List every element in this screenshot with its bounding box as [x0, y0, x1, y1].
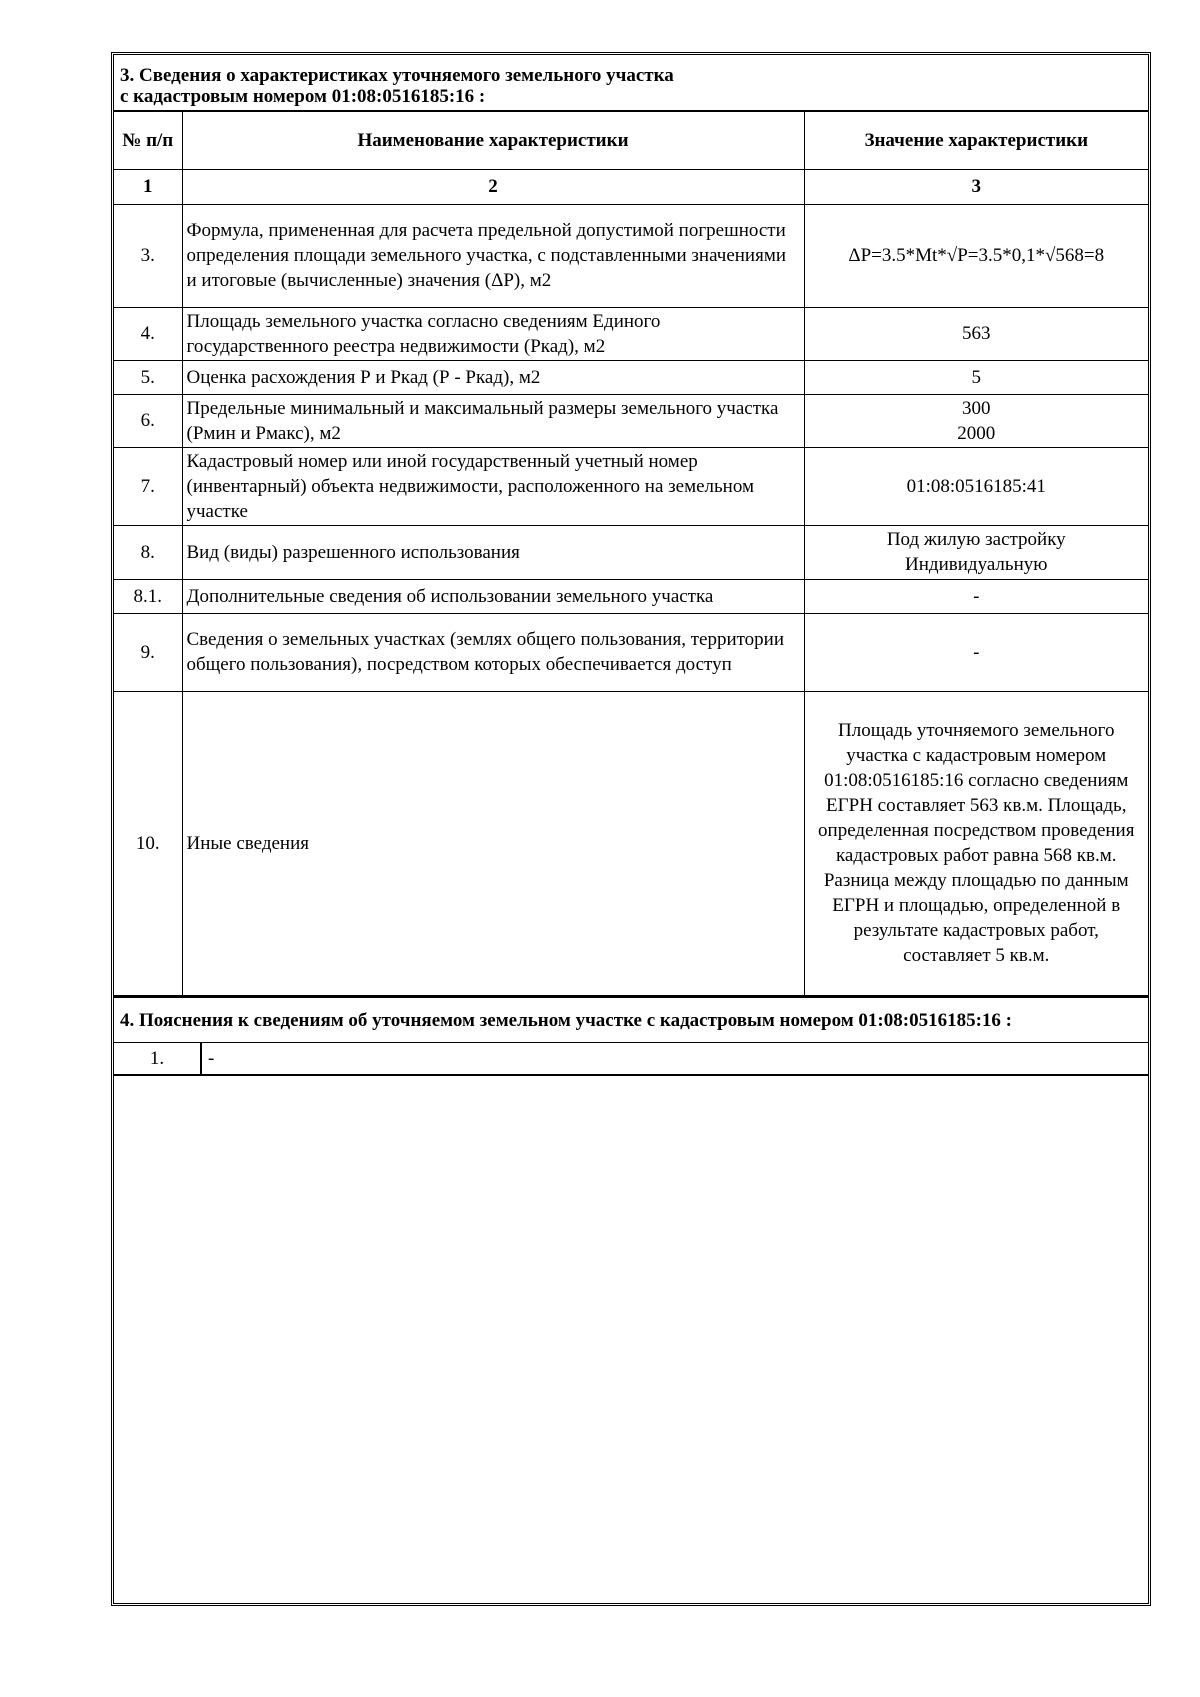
- table-row: [114, 613, 1148, 691]
- row-value: [804, 394, 1148, 447]
- row-value-min: 300: [962, 397, 991, 419]
- explanation-row: [114, 1043, 1148, 1076]
- col-number: 3: [804, 169, 1148, 204]
- row-num: 6.: [114, 394, 182, 447]
- row-num: 3.: [114, 204, 182, 307]
- row-name: Иные сведения: [182, 691, 804, 995]
- document-frame: [111, 52, 1151, 1606]
- row-num: 9.: [114, 613, 182, 691]
- row-value: -: [804, 613, 1148, 691]
- row-value: ΔP=3.5*Mt*√P=3.5*0,1*√568=8: [804, 204, 1148, 307]
- row-name: Дополнительные сведения об использовании земельного участка: [182, 579, 804, 613]
- col-number: 2: [182, 169, 804, 204]
- row-value: 01:08:0516185:41: [804, 447, 1148, 525]
- row-num: 8.: [114, 525, 182, 579]
- header-name: Наименование характеристики: [182, 112, 804, 169]
- row-name: Вид (виды) разрешенного использования: [182, 525, 804, 579]
- row-name: Формула, примененная для расчета предельной допустимой погрешности определения площади земельного участка, с подставленными значениями и итоговые (вычисленные) значения (ΔP), м2: [182, 204, 804, 307]
- table-row: [114, 447, 1148, 525]
- row-value-line: Индивидуальную: [905, 554, 1048, 575]
- row-name: Предельные минимальный и максимальный размеры земельного участка (Рмин и Рмакс), м2: [182, 394, 804, 447]
- row-num: 5.: [114, 360, 182, 394]
- row-num: 10.: [114, 691, 182, 995]
- row-value: [804, 525, 1148, 579]
- table-row: [114, 525, 1148, 579]
- header-value: Значение характеристики: [804, 112, 1148, 169]
- row-name: Кадастровый номер или иной государственный учетный номер (инвентарный) объекта недвижимости, расположенного на земельном участке: [182, 447, 804, 525]
- row-name: Оценка расхождения Р и Ркад (Р - Ркад), м2: [182, 360, 804, 394]
- row-value: -: [804, 579, 1148, 613]
- row-name: Сведения о земельных участках (землях общего пользования, территории общего пользования), посредством которых обеспечивается доступ: [182, 613, 804, 691]
- row-name: Площадь земельного участка согласно сведениям Единого государственного реестра недвижимости (Ркад), м2: [182, 307, 804, 360]
- row-value-max: 2000: [957, 422, 996, 444]
- table-row: [114, 204, 1148, 307]
- section3-title-line1: 3. Сведения о характеристиках уточняемого земельного участка: [120, 65, 674, 86]
- row-num: 4.: [114, 307, 182, 360]
- table-row: [114, 360, 1148, 394]
- table-row: [114, 307, 1148, 360]
- row-value: Площадь уточняемого земельного участка с кадастровым номером 01:08:0516185:16 согласно сведениям ЕГРН составляет 563 кв.м. Площадь, определенная посредством проведения кадастровых работ равна 568 кв.м. Разница между площадью по данным ЕГРН и площадью, определенной в результате кадастровых работ, составляет 5 кв.м.: [804, 691, 1148, 995]
- characteristics-table: [114, 112, 1148, 996]
- table-row: [114, 394, 1148, 447]
- table-header-row: [114, 112, 1148, 169]
- table-row: [114, 691, 1148, 995]
- row-num: 7.: [114, 447, 182, 525]
- row-value: 563: [804, 307, 1148, 360]
- row-num: 8.1.: [114, 579, 182, 613]
- row-value-line: Под жилую застройку: [886, 529, 1066, 550]
- section4-title: 4. Пояснения к сведениям об уточняемом земельном участке с кадастровым номером 01:08:0516185:16 :: [114, 996, 1148, 1043]
- table-row: [114, 579, 1148, 613]
- explanation-num: 1.: [114, 1043, 202, 1074]
- explanation-text: -: [208, 1047, 215, 1069]
- section3-title: [114, 55, 1148, 112]
- section3-title-line2: с кадастровым номером 01:08:0516185:16 :: [120, 86, 486, 107]
- row-value: 5: [804, 360, 1148, 394]
- header-num: № п/п: [114, 112, 182, 169]
- col-number: 1: [114, 169, 182, 204]
- column-number-row: [114, 169, 1148, 204]
